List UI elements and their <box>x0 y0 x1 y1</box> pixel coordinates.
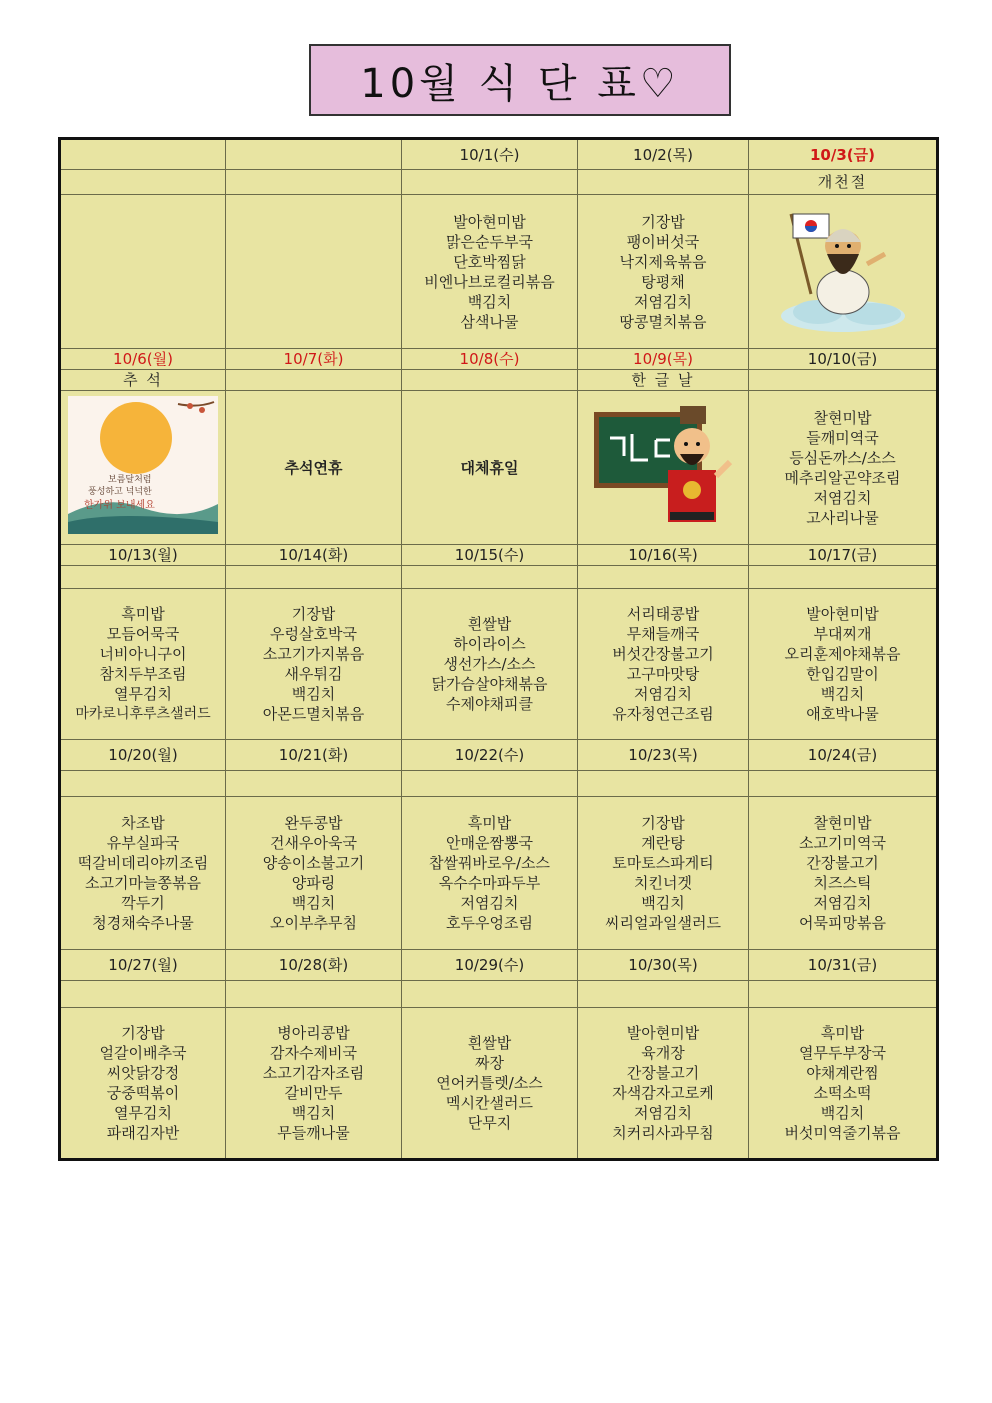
day-date <box>226 139 402 170</box>
day-note <box>402 566 578 589</box>
menu-item: 청경채숙주나물 <box>92 914 194 932</box>
day-note <box>578 566 749 589</box>
menu-item: 애호박나물 <box>806 705 879 723</box>
menu-item: 양파링 <box>291 874 336 892</box>
menu-item: 소고기가지볶음 <box>262 645 365 663</box>
menu-item: 옥수수마파두부 <box>438 874 541 892</box>
menu-item: 치커리사과무침 <box>612 1124 714 1142</box>
date-row <box>60 349 938 370</box>
menu-item: 발아현미밥 <box>626 1024 700 1042</box>
menu-item: 갈비만두 <box>284 1084 343 1102</box>
menu-item: 낙지제육볶음 <box>619 252 707 271</box>
date-row <box>60 950 938 981</box>
menu-item: 깍두기 <box>121 894 165 912</box>
menu-item: 기장밥 <box>641 814 685 832</box>
day-meal <box>749 1008 938 1160</box>
menu-item: 간장불고기 <box>806 854 879 872</box>
menu-item: 찰현미밥 <box>813 814 872 832</box>
menu-item: 발아현미밥 <box>453 212 526 231</box>
menu-item: 병아리콩밥 <box>277 1024 350 1042</box>
day-meal <box>226 797 402 950</box>
day-date: 10/6(월) <box>60 349 226 370</box>
svg-text:풍성하고 넉넉한: 풍성하고 넉넉한 <box>88 487 152 497</box>
day-date <box>60 139 226 170</box>
menu-item: 백김치 <box>291 685 336 703</box>
menu-item: 어묵피망볶음 <box>799 914 886 932</box>
menu-item: 모듬어묵국 <box>106 625 180 643</box>
note-row <box>60 170 938 195</box>
page-title: 10월 식 단 표♡ <box>309 44 731 116</box>
menu-item: 들깨미역국 <box>806 428 879 447</box>
menu-item: 연어커틀렛/소스 <box>436 1074 543 1092</box>
menu-table <box>58 137 939 1161</box>
dangun-illustration <box>773 204 913 334</box>
menu-item: 수제야채피클 <box>446 695 533 713</box>
day-meal <box>226 195 402 349</box>
day-note <box>749 370 938 391</box>
day-meal <box>402 1008 578 1160</box>
menu-item: 유부실파국 <box>106 834 180 852</box>
svg-text:한가위 보내세요: 한가위 보내세요 <box>84 500 155 511</box>
meal-row <box>60 589 938 740</box>
menu-item: 간장불고기 <box>626 1064 700 1082</box>
date-row <box>60 139 938 170</box>
menu-item: 삼색나물 <box>460 312 519 331</box>
menu-item: 새우튀김 <box>284 665 343 683</box>
day-meal <box>749 391 938 545</box>
menu-item: 저염김치 <box>634 685 692 703</box>
menu-item: 무들깨나물 <box>277 1124 350 1142</box>
menu-item: 메추리알곤약조림 <box>784 468 901 487</box>
menu-item: 비엔나브로컬리볶음 <box>424 272 555 291</box>
menu-item: 궁중떡볶이 <box>106 1084 180 1102</box>
menu-item: 흑미밥 <box>121 605 165 623</box>
menu-item: 호두우엉조림 <box>446 914 533 932</box>
day-note <box>749 771 938 797</box>
menu-item: 아몬드멸치볶음 <box>262 705 365 723</box>
menu-item: 건새우아욱국 <box>270 834 357 852</box>
day-date: 10/3(금) <box>749 139 938 170</box>
day-date: 10/8(수) <box>402 349 578 370</box>
menu-item: 너비아니구이 <box>99 645 187 663</box>
day-meal <box>226 1008 402 1160</box>
note-row <box>60 566 938 589</box>
menu-item: 저염김치 <box>813 894 872 912</box>
menu-item: 멕시칸샐러드 <box>446 1094 533 1112</box>
menu-item: 열무두부장국 <box>799 1044 886 1062</box>
menu-item: 하이라이스 <box>453 635 526 653</box>
menu-item: 완두콩밥 <box>284 814 343 832</box>
day-date: 10/24(금) <box>749 740 938 771</box>
menu-item: 백김치 <box>820 685 865 703</box>
menu-item: 백김치 <box>820 1104 865 1122</box>
date-row <box>60 545 938 566</box>
day-meal <box>60 195 226 349</box>
menu-item: 버섯미역줄기볶음 <box>784 1124 901 1142</box>
day-date: 10/27(월) <box>60 950 226 981</box>
day-meal <box>749 589 938 740</box>
menu-item: 오리훈제야채볶음 <box>784 645 901 663</box>
menu-item: 버섯간장불고기 <box>612 645 714 663</box>
menu-item: 기장밥 <box>641 212 685 231</box>
menu-item: 오이부추무침 <box>270 914 357 932</box>
menu-item: 떡갈비데리야끼조림 <box>77 854 209 872</box>
day-note <box>749 981 938 1008</box>
menu-item: 소고기감자조림 <box>262 1064 365 1082</box>
menu-item: 열무김치 <box>114 1104 172 1122</box>
day-note <box>226 566 402 589</box>
menu-item: 저염김치 <box>460 894 519 912</box>
day-note <box>60 771 226 797</box>
menu-item: 흰쌀밥 <box>467 615 512 633</box>
menu-item: 저염김치 <box>813 488 872 507</box>
menu-item: 백김치 <box>467 292 512 311</box>
day-date: 10/28(화) <box>226 950 402 981</box>
day-note <box>402 170 578 195</box>
menu-item: 얼갈이배추국 <box>99 1044 187 1062</box>
menu-item: 저염김치 <box>634 292 692 311</box>
menu-item: 소떡소떡 <box>813 1084 872 1102</box>
day-meal <box>578 1008 749 1160</box>
day-date: 10/23(목) <box>578 740 749 771</box>
menu-item: 씨리얼과일샐러드 <box>605 914 721 932</box>
day-meal <box>749 797 938 950</box>
menu-item: 양송이소불고기 <box>262 854 365 872</box>
menu-item: 짜장 <box>475 1054 504 1072</box>
menu-item: 유자청연근조림 <box>612 705 714 723</box>
day-note <box>578 771 749 797</box>
day-meal <box>578 797 749 950</box>
day-note <box>226 981 402 1008</box>
day-note: 한 글 날 <box>578 370 749 391</box>
day-date: 10/7(화) <box>226 349 402 370</box>
menu-item: 차조밥 <box>121 814 165 832</box>
day-meal <box>60 797 226 950</box>
day-date: 10/14(화) <box>226 545 402 566</box>
menu-item: 자색감자고로케 <box>612 1084 714 1102</box>
day-note <box>402 771 578 797</box>
menu-item: 고사리나물 <box>806 508 879 527</box>
menu-item: 등심돈까스/소스 <box>789 448 896 467</box>
day-meal <box>60 1008 226 1160</box>
menu-item: 생선가스/소스 <box>443 655 536 673</box>
day-date: 10/29(수) <box>402 950 578 981</box>
menu-item: 파래김자반 <box>106 1124 180 1142</box>
day-date: 10/1(수) <box>402 139 578 170</box>
menu-item: 소고기미역국 <box>799 834 886 852</box>
day-date: 10/17(금) <box>749 545 938 566</box>
day-date: 10/10(금) <box>749 349 938 370</box>
menu-item: 기장밥 <box>291 605 336 623</box>
day-note <box>578 981 749 1008</box>
menu-item: 감자수제비국 <box>270 1044 357 1062</box>
day-note <box>60 566 226 589</box>
menu-item: 안매운짬뽕국 <box>446 834 533 852</box>
menu-item: 한입김말이 <box>806 665 879 683</box>
menu-item: 팽이버섯국 <box>626 232 700 251</box>
day-meal <box>226 589 402 740</box>
menu-item: 흑미밥 <box>820 1024 865 1042</box>
day-meal <box>578 391 749 545</box>
day-note <box>226 370 402 391</box>
day-meal <box>578 195 749 349</box>
meal-row <box>60 391 938 545</box>
day-date: 10/9(목) <box>578 349 749 370</box>
day-note <box>402 370 578 391</box>
day-note <box>402 981 578 1008</box>
day-note: 추 석 <box>60 370 226 391</box>
menu-item: 열무김치 <box>114 685 172 703</box>
menu-item: 땅콩멸치볶음 <box>619 312 707 331</box>
menu-item: 서리태콩밥 <box>626 605 700 623</box>
day-date: 10/2(목) <box>578 139 749 170</box>
holiday-label: 추석연휴 <box>226 391 402 545</box>
day-note <box>749 566 938 589</box>
day-meal <box>402 797 578 950</box>
day-date: 10/15(수) <box>402 545 578 566</box>
menu-item: 백김치 <box>641 894 685 912</box>
menu-item: 부대찌개 <box>813 625 872 643</box>
day-meal <box>60 589 226 740</box>
day-date: 10/31(금) <box>749 950 938 981</box>
menu-item: 닭가슴살야채볶음 <box>431 675 548 693</box>
menu-item: 계란탕 <box>641 834 685 852</box>
day-note: 개천절 <box>749 170 938 195</box>
day-meal <box>749 195 938 349</box>
note-row <box>60 370 938 391</box>
menu-item: 단호박찜닭 <box>453 252 526 271</box>
menu-item: 맑은순두부국 <box>446 232 533 251</box>
menu-item: 흑미밥 <box>467 814 512 832</box>
meal-row <box>60 195 938 349</box>
meal-row <box>60 1008 938 1160</box>
meal-row <box>60 797 938 950</box>
menu-item: 탕평채 <box>641 272 685 291</box>
menu-item: 찹쌀꿔바로우/소스 <box>429 854 550 872</box>
day-note <box>578 170 749 195</box>
menu-item: 치즈스틱 <box>813 874 872 892</box>
menu-item: 기장밥 <box>121 1024 165 1042</box>
menu-item: 단무지 <box>467 1114 512 1132</box>
day-note <box>60 170 226 195</box>
menu-item: 육개장 <box>641 1044 685 1062</box>
date-row <box>60 740 938 771</box>
menu-item: 백김치 <box>291 894 336 912</box>
day-date: 10/21(화) <box>226 740 402 771</box>
menu-item: 찰현미밥 <box>813 408 872 427</box>
day-note <box>60 981 226 1008</box>
sejong-illustration <box>588 400 738 530</box>
menu-item: 마카로니후루츠샐러드 <box>75 706 211 722</box>
note-row <box>60 981 938 1008</box>
menu-item: 발아현미밥 <box>806 605 879 623</box>
day-date: 10/22(수) <box>402 740 578 771</box>
menu-item: 소고기마늘쫑볶음 <box>85 874 201 892</box>
note-row <box>60 771 938 797</box>
menu-item: 백김치 <box>291 1104 336 1122</box>
menu-item: 참치두부조림 <box>99 665 187 683</box>
day-note <box>226 170 402 195</box>
menu-item: 야채계란찜 <box>806 1064 879 1082</box>
holiday-label: 대체휴일 <box>402 391 578 545</box>
day-date: 10/20(월) <box>60 740 226 771</box>
menu-item: 고구마맛탕 <box>626 665 700 683</box>
day-meal <box>578 589 749 740</box>
day-note <box>226 771 402 797</box>
day-date: 10/30(목) <box>578 950 749 981</box>
menu-item: 무채들깨국 <box>626 625 700 643</box>
menu-item: 우렁살호박국 <box>270 625 357 643</box>
menu-item: 저염김치 <box>634 1104 692 1122</box>
chuseok-illustration <box>68 396 218 534</box>
menu-item: 씨앗닭강정 <box>106 1064 180 1082</box>
day-meal <box>60 391 226 545</box>
day-meal <box>402 195 578 349</box>
day-date: 10/13(월) <box>60 545 226 566</box>
day-date: 10/16(목) <box>578 545 749 566</box>
day-meal <box>402 589 578 740</box>
menu-item: 흰쌀밥 <box>467 1034 512 1052</box>
menu-item: 치킨너겟 <box>634 874 692 892</box>
menu-item: 토마토스파게티 <box>612 854 714 872</box>
svg-text:보름달처럼: 보름달처럼 <box>108 475 152 485</box>
